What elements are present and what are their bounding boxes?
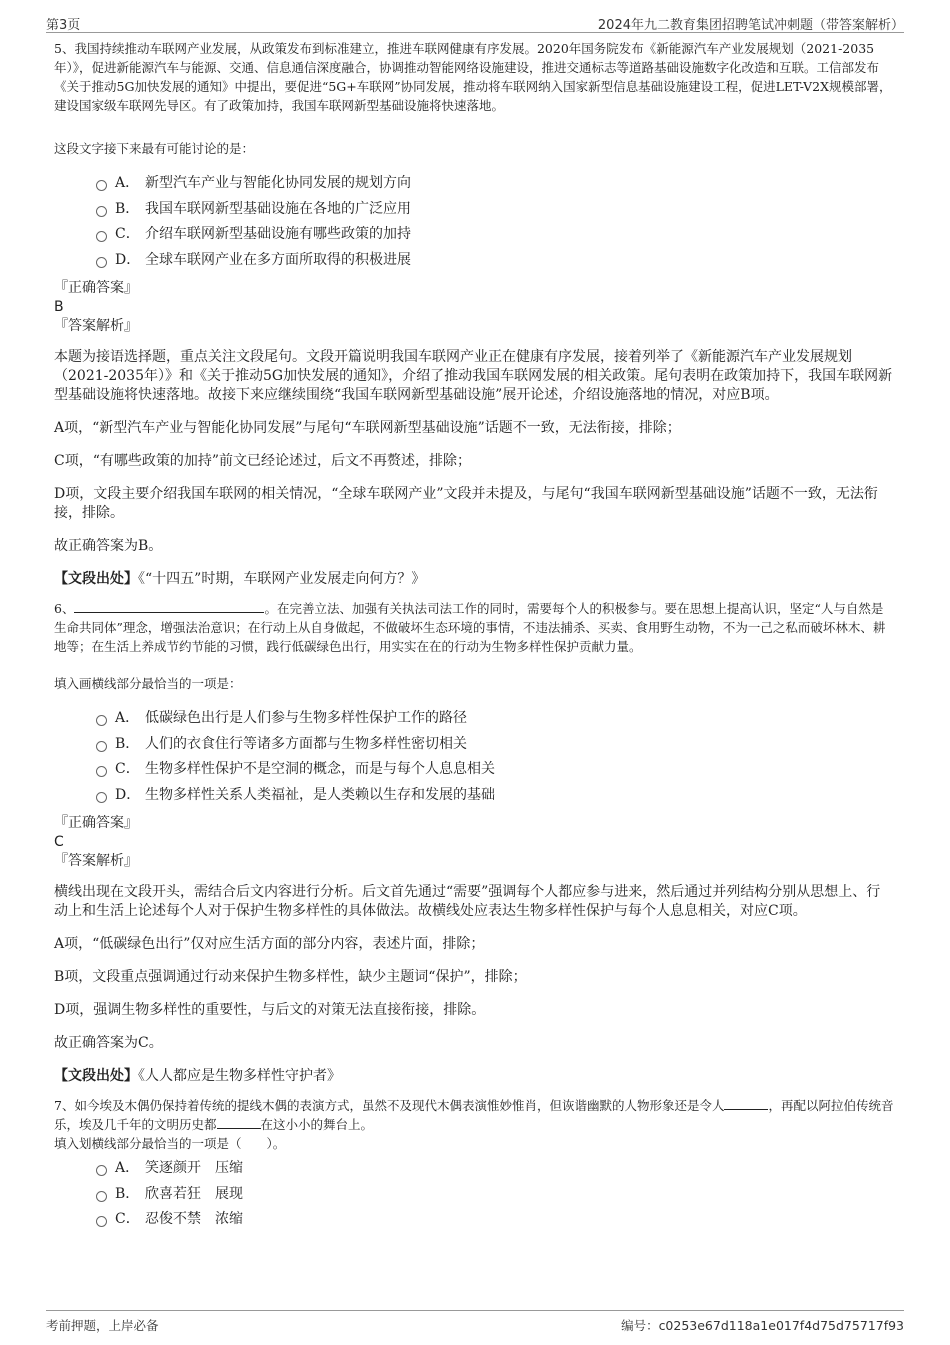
radio-icon[interactable] — [96, 1191, 107, 1202]
question-7-option-c[interactable]: C． 忍俊不禁 浓缩 — [96, 1207, 894, 1233]
radio-icon[interactable] — [96, 180, 107, 191]
fill-blank — [74, 600, 264, 613]
question-6-answer-label: 『正确答案』 — [54, 815, 138, 831]
question-5-option-b[interactable]: B． 我国车联网新型基础设施在各地的广泛应用 — [96, 197, 894, 223]
question-5-option-a[interactable]: A． 新型汽车产业与智能化协同发展的规划方向 — [96, 171, 894, 197]
question-7-passage: 7、如今埃及木偶仍保持着传统的提线木偶的表演方式，虽然不及现代木偶表演惟妙惟肖，但诙谐幽默的人物形象还是令人 ，再配以阿拉伯传统音乐，埃及几千年的文明历史都 在这小小的舞台上。 — [54, 1098, 894, 1132]
source-label: 【文段出处】 — [54, 1068, 138, 1084]
question-6-analysis-d: D项，强调生物多样性的重要性，与后文的对策无法直接衔接，排除。 — [54, 1002, 486, 1018]
question-5-prompt: 这段文字接下来最有可能讨论的是： — [54, 141, 255, 156]
radio-icon[interactable] — [96, 206, 107, 217]
question-6-analysis-a: A项，“低碳绿色出行”仅对应生活方面的部分内容，表述片面，排除； — [54, 936, 485, 952]
question-5-option-d[interactable]: D． 全球车联网产业在多方面所取得的积极进展 — [96, 248, 894, 274]
question-7-prompt: 填入划横线部分最恰当的一项是（ ）。 — [54, 1136, 286, 1151]
question-5-conclusion: 故正确答案为B。 — [54, 538, 163, 554]
radio-icon[interactable] — [96, 792, 107, 803]
question-6-source — [54, 1067, 894, 1086]
question-5-answer: B — [54, 299, 64, 315]
radio-icon[interactable] — [96, 715, 107, 726]
document-title: 2024年九二教育集团招聘笔试冲刺题（带答案解析） — [597, 18, 904, 33]
radio-icon[interactable] — [96, 231, 107, 242]
radio-icon[interactable] — [96, 741, 107, 752]
question-6-options — [54, 706, 894, 808]
question-5-analysis-label: 『答案解析』 — [54, 318, 138, 334]
radio-icon[interactable] — [96, 1165, 107, 1176]
page-header — [46, 10, 904, 33]
question-5-source — [54, 570, 894, 589]
page-footer — [46, 1310, 904, 1335]
fill-blank — [724, 1097, 768, 1110]
question-6-analysis-label: 『答案解析』 — [54, 853, 138, 869]
main-content — [54, 33, 894, 1233]
question-7-option-a[interactable]: A． 笑逐颜开 压缩 — [96, 1156, 894, 1182]
radio-icon[interactable] — [96, 257, 107, 268]
question-6-analysis-b: B项，文段重点强调通过行动来保护生物多样性，缺少主题词“保护”，排除； — [54, 969, 527, 985]
question-7-option-b[interactable]: B． 欣喜若狂 展现 — [96, 1182, 894, 1208]
fill-blank — [217, 1116, 261, 1129]
question-6-passage: 6、 。在完善立法、加强有关执法司法工作的同时，需要每个人的积极参与。要在思想上提高认识，坚定“人与自然是生命共同体”理念，增强法治意识；在行动上从自身做起，不做破坏生态环境的事情，不违法捕杀、买卖、食用野生动物，不为一己之私而破坏林木、耕地等；在生活上养成节约节能的习惯，践行低碳绿色出行，用实实在在的行动为生物多样性保护贡献力量。 — [54, 601, 886, 654]
question-6-analysis-main: 横线出现在文段开头，需结合后文内容进行分析。后文首先通过“需要”强调每个人都应参与进来，然后通过并列结构分别从思想上、行动上和生活上论述每个人对于保护生物多样性的具体做法。故横线处应表达生物多样性保护与每个人息息相关，对应C项。 — [54, 884, 881, 919]
question-6-option-b[interactable]: B． 人们的衣食住行等诸多方面都与生物多样性密切相关 — [96, 732, 894, 758]
source-title: 《“十四五”时期，车联网产业发展走向何方？》 — [138, 571, 426, 587]
footer-slogan: 考前押题，上岸必备 — [46, 1318, 159, 1333]
question-6-option-c[interactable]: C． 生物多样性保护不是空洞的概念，而是与每个人息息相关 — [96, 757, 894, 783]
question-6-answer: C — [54, 834, 64, 850]
source-title: 《人人都应是生物多样性守护者》 — [138, 1068, 341, 1084]
question-5-analysis-c: C项，“有哪些政策的加持”前文已经论述过，后文不再赘述，排除； — [54, 453, 472, 469]
document-id: 编号：c0253e67d118a1e017f4d75d75717f93 — [621, 1318, 904, 1333]
question-6-conclusion: 故正确答案为C。 — [54, 1035, 163, 1051]
question-5-passage: 5、我国持续推动车联网产业发展，从政策发布到标准建立，推进车联网健康有序发展。2020年国务院发布《新能源汽车产业发展规划（2021-2035年）》，促进新能源汽车与能源、交通、信息通信深度融合，协调推动智能网络设施建设，推进交通标志等道路基础设施数字化改造和互联。工信部发布《关于推动5G加快发展的通知》中提出，要促进“5G+车联网”协同发展，推动将车联网纳入国家新型信息基础设施建设工程，促进LET-V2X规模部署，建设国家级车联网先导区。有了政策加持，我国车联网新型基础设施将快速落地。 — [54, 41, 892, 113]
radio-icon[interactable] — [96, 1216, 107, 1227]
radio-icon[interactable] — [96, 766, 107, 777]
question-5-analysis-a: A项，“新型汽车产业与智能化协同发展”与尾句“车联网新型基础设施”话题不一致，无法衔接，排除； — [54, 420, 681, 436]
question-5-answer-label: 『正确答案』 — [54, 280, 138, 296]
question-5-analysis-d: D项，文段主要介绍我国车联网的相关情况，“全球车联网产业”文段并未提及，与尾句“我国车联网新型基础设施”话题不一致，无法衔接，排除。 — [54, 486, 878, 521]
question-5-options — [54, 171, 894, 273]
source-label: 【文段出处】 — [54, 571, 138, 587]
question-6-option-d[interactable]: D． 生物多样性关系人类福祉，是人类赖以生存和发展的基础 — [96, 783, 894, 809]
page-number: 第3页 — [46, 18, 81, 33]
question-5-analysis-main: 本题为接语选择题，重点关注文段尾句。文段开篇说明我国车联网产业正在健康有序发展，接着列举了《新能源汽车产业发展规划（2021-2035年）》和《关于推动5G加快发展的通知》，介绍了推动我国车联网发展的相关政策。尾句表明在政策加持下，我国车联网新型基础设施将快速落地。故接下来应继续围绕“我国车联网新型基础设施”展开论述，介绍设施落地的情况，对应B项。 — [54, 349, 893, 403]
question-6-option-a[interactable]: A． 低碳绿色出行是人们参与生物多样性保护工作的路径 — [96, 706, 894, 732]
question-6-prompt: 填入画横线部分最恰当的一项是： — [54, 676, 242, 691]
question-7-options — [54, 1156, 894, 1233]
question-5-option-c[interactable]: C． 介绍车联网新型基础设施有哪些政策的加持 — [96, 222, 894, 248]
